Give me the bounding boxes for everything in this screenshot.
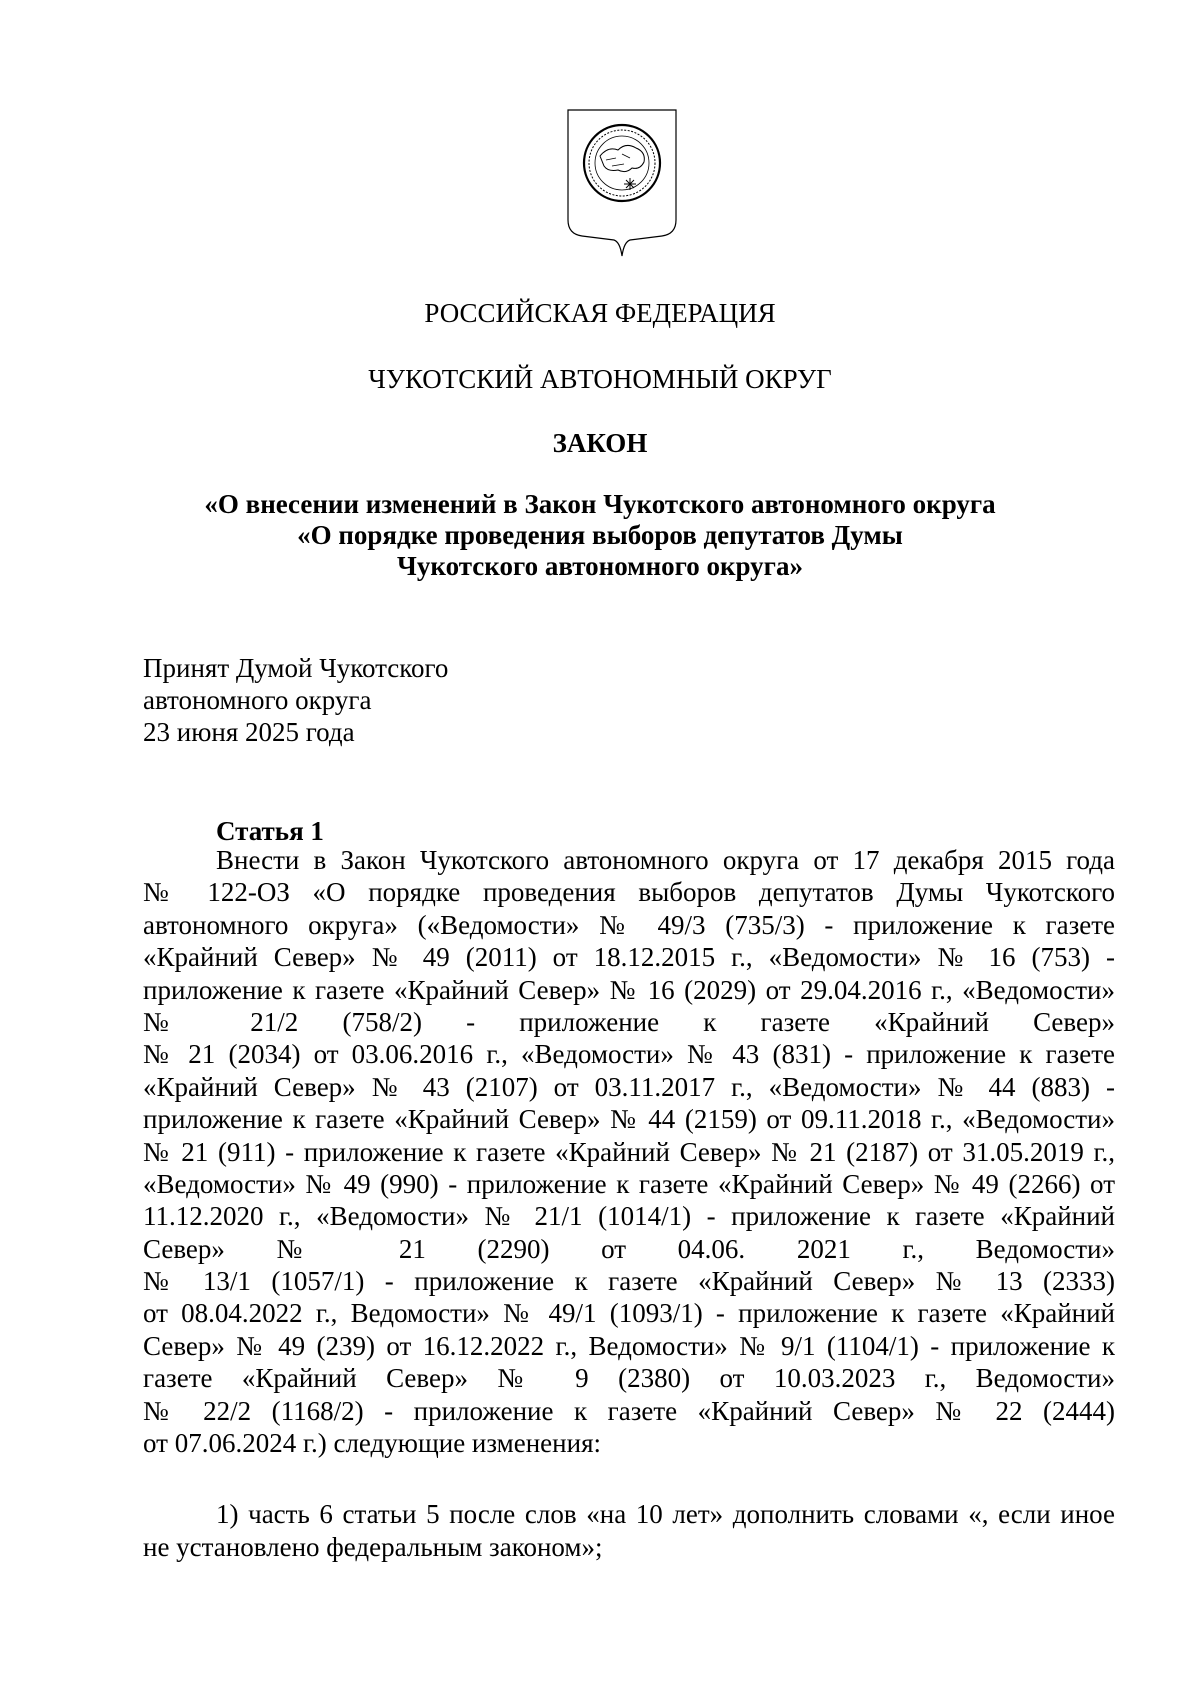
article-line: «Ведомости» № 49 (990) - приложение к газете «Крайний Север» № 49 (2266) от: [143, 1168, 1115, 1199]
law-title-line: Чукотского автономного округа»: [397, 551, 803, 581]
article-line: приложение к газете «Крайний Север» № 44 (2159) от 09.11.2018 г., «Ведомости»: [143, 1104, 1115, 1135]
article-line: «Крайний Север» № 49 (2011) от 18.12.2015 г., «Ведомости» № 16 (753) -: [143, 942, 1115, 973]
article-line: от 08.04.2022 г., Ведомости» № 49/1 (1093/1) - приложение к газете «Крайний: [143, 1298, 1115, 1329]
amendment-line: 1) часть 6 статьи 5 после слов «на 10 лет» дополнить словами «, если иное: [216, 1499, 1115, 1529]
article-line: № 22/2 (1168/2) - приложение к газете «Крайний Север» № 22 (2444): [143, 1395, 1115, 1426]
article-line: 11.12.2020 г., «Ведомости» № 21/1 (1014/1) - приложение к газете «Крайний: [143, 1201, 1115, 1232]
article-line: № 21 (2034) от 03.06.2016 г., «Ведомости» № 43 (831) - приложение к газете: [143, 1039, 1115, 1070]
article-line: приложение к газете «Крайний Север» № 16 (2029) от 29.04.2016 г., «Ведомости»: [143, 974, 1115, 1005]
article-body: [143, 844, 1115, 1459]
adoption-line: Принят Думой Чукотского: [143, 653, 449, 683]
adoption-line: автономного округа: [143, 685, 372, 715]
adoption-date: 23 июня 2025 года: [143, 717, 355, 747]
article-line: газете «Крайний Север» № 9 (2380) от 10.03.2023 г., Ведомости»: [143, 1363, 1115, 1394]
law-title: [0, 489, 1200, 582]
region-heading: ЧУКОТСКИЙ АВТОНОМНЫЙ ОКРУГ: [368, 364, 832, 394]
coat-of-arms-icon: [566, 108, 678, 260]
article-line: № 122-ОЗ «О порядке проведения выборов депутатов Думы Чукотского: [143, 877, 1115, 908]
law-title-line: «О порядке проведения выборов депутатов Думы: [297, 520, 903, 550]
country-heading: РОССИЙСКАЯ ФЕДЕРАЦИЯ: [424, 298, 776, 328]
amendment-line: не установлено федеральным законом»;: [143, 1532, 603, 1562]
article-line: от 07.06.2024 г.) следующие изменения:: [143, 1428, 601, 1459]
article-line: автономного округа» («Ведомости» № 49/3 (735/3) - приложение к газете: [143, 909, 1115, 940]
amendment-item: [143, 1498, 1115, 1564]
article-line: Север» № 21 (2290) от 04.06. 2021 г., Ведомости»: [143, 1233, 1115, 1264]
article-line: Север» № 49 (239) от 16.12.2022 г., Ведомости» № 9/1 (1104/1) - приложение к: [143, 1330, 1115, 1361]
article-line: Внести в Закон Чукотского автономного округа от 17 декабря 2015 года: [216, 845, 1115, 875]
article-line: «Крайний Север» № 43 (2107) от 03.11.2017 г., «Ведомости» № 44 (883) -: [143, 1071, 1115, 1102]
article-line: № 21 (911) - приложение к газете «Крайний Север» № 21 (2187) от 31.05.2019 г.,: [143, 1136, 1115, 1167]
law-title-line: «О внесении изменений в Закон Чукотского автономного округа: [204, 489, 996, 519]
document-type-heading: ЗАКОН: [552, 428, 648, 458]
article-line: № 13/1 (1057/1) - приложение к газете «Крайний Север» № 13 (2333): [143, 1266, 1115, 1297]
article-heading: Статья 1: [216, 816, 324, 846]
article-line: № 21/2 (758/2) - приложение к газете «Крайний Север»: [143, 1006, 1115, 1037]
adoption-info: [143, 652, 448, 748]
